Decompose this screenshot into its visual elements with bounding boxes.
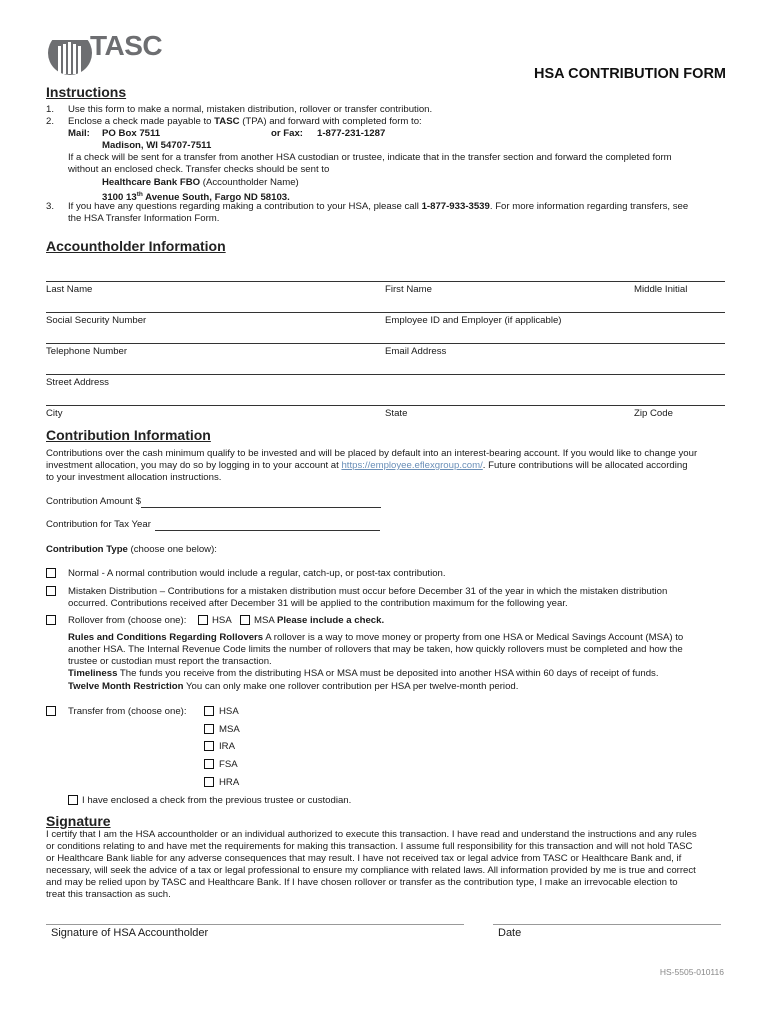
bank-address: 3100 13th Avenue South, Fargo ND 58103. <box>102 191 290 204</box>
certification-line4: necessary, will seek the advice of a tax or legal professional to ensure my compliance with related laws. All information provided by me is true and correct <box>46 865 696 876</box>
instructions-heading: Instructions <box>46 84 127 100</box>
date-label: Date <box>498 927 522 939</box>
certification-line2: or conditions relating to and have met the requirements for making this transaction. I assume full responsibility for this transaction and will not hold TASC <box>46 841 693 852</box>
middle-initial-label: Middle Initial <box>634 284 688 295</box>
email-label: Email Address <box>385 346 447 357</box>
fax-number: 1-877-231-1287 <box>317 128 386 139</box>
rollover-rules-line2: another HSA. The Internal Revenue Code limits the number of rollovers that may be taken, how quickly rollovers must be completed and how the <box>68 644 683 655</box>
tax-year-row: Contribution for Tax Year <box>46 519 380 531</box>
telephone-label: Telephone Number <box>46 346 128 357</box>
logo-wordmark: TASC <box>90 30 163 61</box>
transfer-ira-label: IRA <box>219 741 235 752</box>
instruction-2-text: Enclose a check made payable to TASC (TPA) and forward with completed form to: <box>68 116 422 127</box>
form-title: HSA CONTRIBUTION FORM <box>534 66 726 82</box>
transfer-note-line2: without an enclosed check. Transfer checks should be sent to <box>68 164 330 175</box>
contribution-intro-line3: to your investment allocation instructions. <box>46 472 222 483</box>
instruction-1-number: 1. <box>46 104 55 115</box>
transfer-msa-label: MSA <box>219 724 240 735</box>
contribution-heading: Contribution Information <box>46 427 211 443</box>
instruction-2-number: 2. <box>46 116 55 127</box>
transfer-hra-label: HRA <box>219 777 240 788</box>
signature-line[interactable] <box>46 924 464 925</box>
instruction-1-text: Use this form to make a normal, mistaken distribution, rollover or transfer contribution. <box>68 104 433 115</box>
rollover-rules-line3: trustee or custodian must report the transaction. <box>68 656 272 667</box>
normal-checkbox[interactable] <box>46 568 56 578</box>
ssn-label: Social Security Number <box>46 315 147 326</box>
transfer-hsa-checkbox[interactable] <box>204 706 214 716</box>
rollover-hsa-checkbox[interactable] <box>198 615 208 625</box>
tasc-logo <box>46 26 176 78</box>
form-code: HS-5505-010116 <box>659 967 724 977</box>
transfer-fsa-label: FSA <box>219 759 238 770</box>
mistaken-option-line2: occurred. Contributions received after December 31 will be applied to the contribution maximum for the following year. <box>68 598 568 609</box>
normal-option-label: Normal - A normal contribution would include a regular, catch-up, or post-tax contribution. <box>68 568 446 579</box>
city-label: City <box>46 408 63 419</box>
contribution-type-label: Contribution Type (choose one below): <box>46 544 217 555</box>
instruction-3-text: If you have any questions regarding making a contribution to your HSA, please call 1-877-933-3539. For more information regarding transfers, see <box>68 201 689 212</box>
tax-year-field[interactable] <box>155 521 380 531</box>
rollover-checkbox[interactable] <box>46 615 56 625</box>
last-name-label: Last Name <box>46 284 93 295</box>
contribution-intro-line2: investment allocation, you may do so by logging in to your account at https://employee.eflexgroup.com/. Future contributions will be allocated according <box>46 460 688 471</box>
contact-field-line[interactable] <box>46 343 725 344</box>
city-field-line[interactable] <box>46 405 725 406</box>
contribution-intro-line1: Contributions over the cash minimum qualify to be invested and will be placed by default into an interest-bearing account. If you would like to change your <box>46 448 698 459</box>
enclosed-check-label: I have enclosed a check from the previous trustee or custodian. <box>82 795 352 806</box>
transfer-checkbox[interactable] <box>46 706 56 716</box>
transfer-msa-checkbox[interactable] <box>204 724 214 734</box>
signature-heading: Signature <box>46 813 111 829</box>
employee-id-label: Employee ID and Employer (if applicable) <box>385 315 562 326</box>
fax-label: or Fax: <box>271 128 303 139</box>
contribution-amount-row: Contribution Amount $ <box>46 496 381 508</box>
zip-label: Zip Code <box>634 408 673 419</box>
certification-line1: I certify that I am the HSA accountholder or an individual authorized to execute this transaction. I have read and understand the instructions and any rules <box>46 829 697 840</box>
timeliness-text: Timeliness The funds you receive from the distributing HSA or MSA must be deposited into another HSA within 60 days of receipt of funds. <box>68 668 659 679</box>
state-label: State <box>385 408 408 419</box>
name-field-line[interactable] <box>46 281 725 282</box>
instruction-3-number: 3. <box>46 201 55 212</box>
mistaken-option-line1: Mistaken Distribution – Contributions for a mistaken distribution must occur before December 31 of the year in which the mistaken distribution <box>68 586 668 597</box>
eflex-link[interactable]: https://employee.eflexgroup.com/ <box>341 460 483 471</box>
contribution-amount-field[interactable] <box>141 498 381 508</box>
signature-label: Signature of HSA Accountholder <box>51 927 209 939</box>
rollover-msa-label: MSA Please include a check. <box>254 615 385 626</box>
twelve-month-text: Twelve Month Restriction You can only make one rollover contribution per HSA per twelve-month period. <box>68 681 519 692</box>
rollover-hsa-label: HSA <box>212 615 232 626</box>
instruction-3-text-line2: the HSA Transfer Information Form. <box>68 213 220 224</box>
transfer-fsa-checkbox[interactable] <box>204 759 214 769</box>
mistaken-checkbox[interactable] <box>46 586 56 596</box>
accountholder-heading: Accountholder Information <box>46 238 226 254</box>
certification-line5: and may be relied upon by TASC and Healthcare Bank. If I have chosen rollover or transfer as the contribution type, I make an irrevocable election to <box>46 877 678 888</box>
certification-line3: or Healthcare Bank liable for any adverse consequences that may result. I have not received tax or legal advice from TASC or Healthcare Bank and, if <box>46 853 682 864</box>
enclosed-check-checkbox[interactable] <box>68 795 78 805</box>
street-field-line[interactable] <box>46 374 725 375</box>
date-line[interactable] <box>493 924 721 925</box>
rollover-msa-checkbox[interactable] <box>240 615 250 625</box>
transfer-note-line1: If a check will be sent for a transfer from another HSA custodian or trustee, indicate that in the transfer section and forward the completed form <box>68 152 672 163</box>
transfer-ira-checkbox[interactable] <box>204 741 214 751</box>
transfer-hra-checkbox[interactable] <box>204 777 214 787</box>
certification-line6: treat this transaction as such. <box>46 889 171 900</box>
ssn-field-line[interactable] <box>46 312 725 313</box>
bank-name: Healthcare Bank FBO (Accountholder Name) <box>102 177 299 188</box>
mail-address-line1: PO Box 7511 <box>102 128 161 139</box>
transfer-hsa-label: HSA <box>219 706 239 717</box>
mail-address-line2: Madison, WI 54707-7511 <box>102 140 212 151</box>
rollover-label: Rollover from (choose one): <box>68 615 187 626</box>
rollover-rules-line1: Rules and Conditions Regarding Rollovers A rollover is a way to move money or property from one HSA or Medical Savings Account (MSA) to <box>68 632 684 643</box>
transfer-label: Transfer from (choose one): <box>68 706 187 717</box>
mail-label: Mail: <box>68 128 90 139</box>
street-label: Street Address <box>46 377 109 388</box>
first-name-label: First Name <box>385 284 432 295</box>
